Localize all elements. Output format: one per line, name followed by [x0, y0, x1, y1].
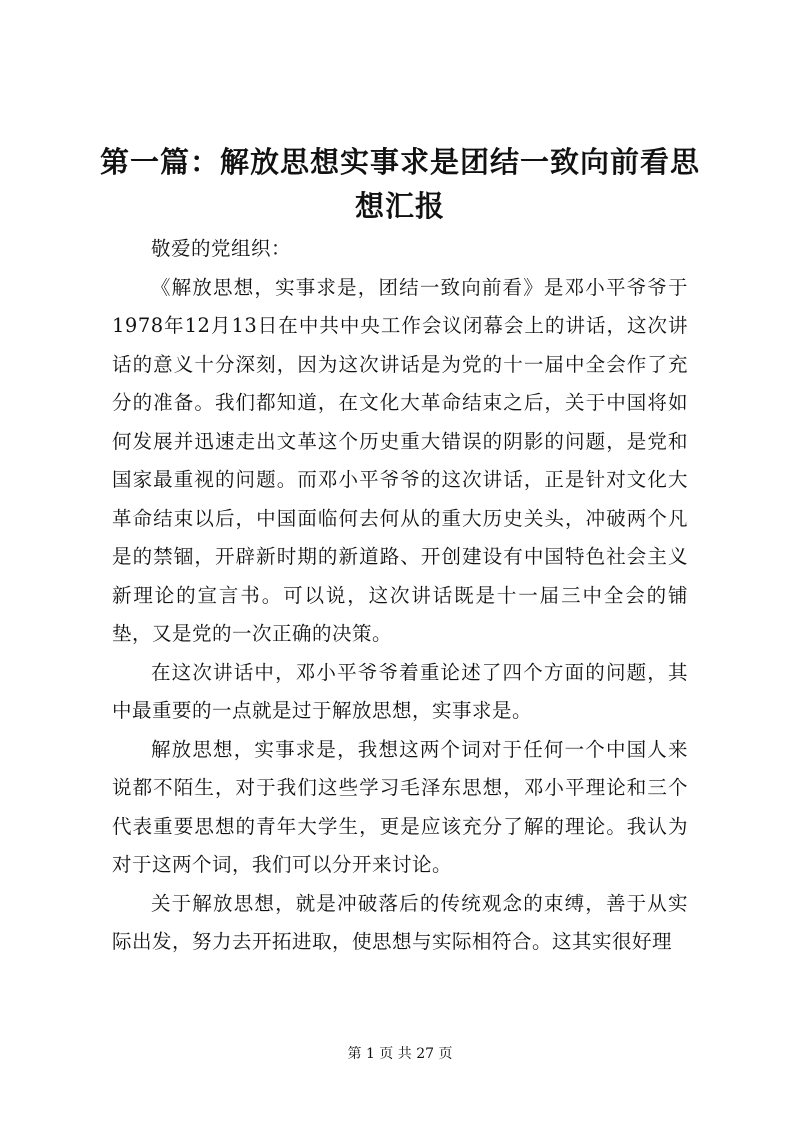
paragraph: 解放思想，实事求是，我想这两个词对于任何一个中国人来说都不陌生，对于我们这些学习毛泽东思想，邓小平理论和三个代表重要思想的青年大学生，更是应该充分了解的理论。我认为对于这两个词，我们可以分开来讨论。 [112, 737, 688, 876]
document-title: 第一篇：解放思想实事求是团结一致向前看思想汇报 [100, 145, 701, 223]
document-body [112, 230, 688, 962]
salutation: 敬爱的党组织： [151, 237, 292, 260]
page-number-footer: 第 1 页 共 27 页 [347, 1046, 453, 1062]
paragraph: 关于解放思想，就是冲破落后的传统观念的束缚，善于从实际出发，努力去开拓进取，使思想与实际相符合。这其实很好理 [112, 891, 688, 953]
paragraph: 《解放思想，实事求是，团结一致向前看》是邓小平爷爷于1978年12月13日在中共中央工作会议闭幕会上的讲话，这次讲话的意义十分深刻，因为这次讲话是为党的十一届中全会作了充分的准备。我们都知道，在文化大革命结束之后，关于中国将如何发展并迅速走出文革这个历史重大错误的阴影的问题，是党和国家最重视的问题。而邓小平爷爷的这次讲话，正是针对文化大革命结束以后，中国面临何去何从的重大历史关头，冲破两个凡是的禁锢，开辟新时期的新道路、开创建设有中国特色社会主义新理论的宣言书。可以说，这次讲话既是十一届三中全会的铺垫，又是党的一次正确的决策。 [112, 275, 688, 645]
paragraph: 在这次讲话中，邓小平爷爷着重论述了四个方面的问题，其中最重要的一点就是过于解放思想，实事求是。 [112, 660, 688, 722]
